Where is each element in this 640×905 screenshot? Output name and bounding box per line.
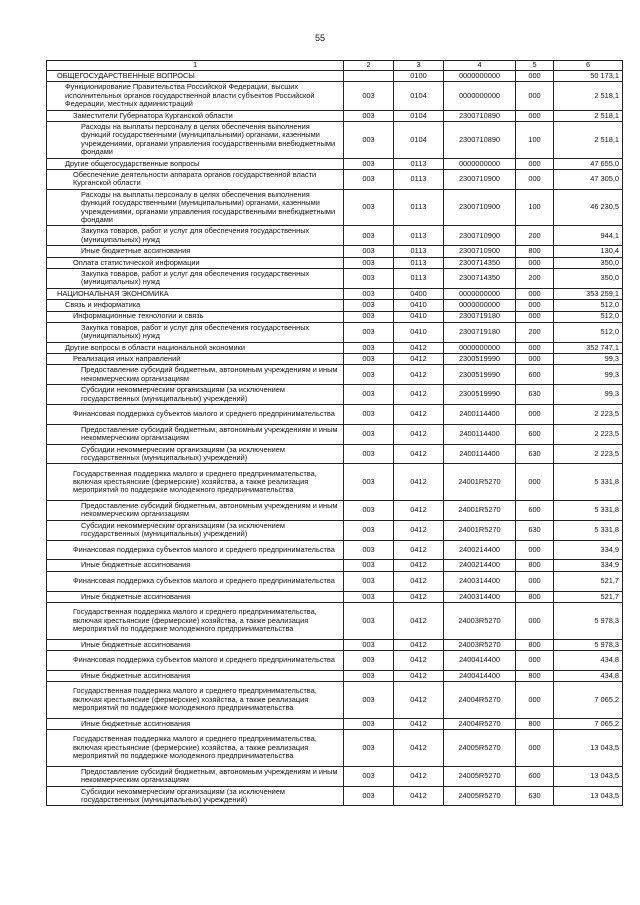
row-target-cell: 24005R5270 xyxy=(444,786,516,806)
column-header: 5 xyxy=(516,61,554,71)
row-name-cell: Государственная поддержка малого и среднего предпринимательства, включая крестьянские (фермерские) хозяйства, а также реализация мероприятий по поддержке молодежного предпринимательства xyxy=(47,682,344,719)
row-target-cell: 2400114400 xyxy=(444,424,516,444)
row-amount-cell: 512,0 xyxy=(554,311,623,322)
row-type-cell: 800 xyxy=(516,639,554,650)
row-code-cell: 003 xyxy=(344,766,394,786)
row-section-cell: 0410 xyxy=(394,311,444,322)
table-row xyxy=(47,501,623,521)
row-amount-cell: 7 065,2 xyxy=(554,682,623,719)
row-name-cell: Финансовая поддержка субъектов малого и среднего предпринимательства xyxy=(47,651,344,671)
table-row xyxy=(47,520,623,540)
budget-table xyxy=(46,60,623,806)
table-row xyxy=(47,110,623,121)
row-name-cell: Предоставление субсидий бюджетным, автономным учреждениям и иным некоммерческим организациям xyxy=(47,501,344,521)
row-name-cell: Предоставление субсидий бюджетным, автономным учреждениям и иным некоммерческим организациям xyxy=(47,424,344,444)
row-name-cell: Связь и информатика xyxy=(47,300,344,311)
row-target-cell: 2300710900 xyxy=(444,189,516,226)
row-section-cell: 0412 xyxy=(394,342,444,353)
row-amount-cell: 434,8 xyxy=(554,651,623,671)
row-section-cell: 0412 xyxy=(394,603,444,640)
row-type-cell: 000 xyxy=(516,405,554,425)
row-amount-cell: 350,0 xyxy=(554,268,623,288)
row-amount-cell: 99,3 xyxy=(554,354,623,365)
row-amount-cell: 2 223,5 xyxy=(554,444,623,464)
row-code-cell: 003 xyxy=(344,501,394,521)
table-row xyxy=(47,365,623,385)
row-name-cell: Иные бюджетные ассигнования xyxy=(47,591,344,602)
row-target-cell: 0000000000 xyxy=(444,300,516,311)
row-target-cell: 2400114400 xyxy=(444,444,516,464)
row-code-cell: 003 xyxy=(344,444,394,464)
row-amount-cell: 5 331,8 xyxy=(554,464,623,501)
row-section-cell: 0412 xyxy=(394,560,444,571)
row-target-cell: 0000000000 xyxy=(444,82,516,110)
row-target-cell: 2400314400 xyxy=(444,591,516,602)
table-row xyxy=(47,464,623,501)
row-code-cell: 003 xyxy=(344,639,394,650)
row-target-cell: 2300719180 xyxy=(444,311,516,322)
row-section-cell: 0412 xyxy=(394,464,444,501)
table-row xyxy=(47,560,623,571)
column-header: 4 xyxy=(444,61,516,71)
row-amount-cell: 2 223,5 xyxy=(554,424,623,444)
row-code-cell: 003 xyxy=(344,268,394,288)
row-target-cell: 2300519990 xyxy=(444,385,516,405)
column-header: 2 xyxy=(344,61,394,71)
row-type-cell: 000 xyxy=(516,571,554,591)
row-name-cell: Иные бюджетные ассигнования xyxy=(47,560,344,571)
table-row xyxy=(47,444,623,464)
row-section-cell: 0412 xyxy=(394,405,444,425)
row-name-cell: Предоставление субсидий бюджетным, автономным учреждениям и иным некоммерческим организациям xyxy=(47,365,344,385)
row-section-cell: 0412 xyxy=(394,571,444,591)
row-section-cell: 0104 xyxy=(394,82,444,110)
row-target-cell: 2400414400 xyxy=(444,651,516,671)
table-row xyxy=(47,385,623,405)
row-type-cell: 000 xyxy=(516,682,554,719)
row-code-cell: 003 xyxy=(344,718,394,729)
row-name-cell: Иные бюджетные ассигнования xyxy=(47,639,344,650)
row-amount-cell: 13 043,5 xyxy=(554,766,623,786)
row-name-cell: Информационные технологии и связь xyxy=(47,311,344,322)
row-target-cell: 0000000000 xyxy=(444,342,516,353)
table-row xyxy=(47,766,623,786)
row-section-cell: 0412 xyxy=(394,786,444,806)
row-code-cell: 003 xyxy=(344,385,394,405)
table-row xyxy=(47,591,623,602)
row-name-cell: Государственная поддержка малого и среднего предпринимательства, включая крестьянские (фермерские) хозяйства, а также реализация мероприятий по поддержке молодежного предпринимательства xyxy=(47,464,344,501)
row-section-cell: 0412 xyxy=(394,354,444,365)
row-section-cell: 0412 xyxy=(394,385,444,405)
row-type-cell: 000 xyxy=(516,300,554,311)
row-type-cell: 000 xyxy=(516,342,554,353)
row-name-cell: Заместители Губернатора Курганской области xyxy=(47,110,344,121)
row-amount-cell: 46 230,5 xyxy=(554,189,623,226)
row-name-cell: Финансовая поддержка субъектов малого и среднего предпринимательства xyxy=(47,571,344,591)
row-code-cell: 003 xyxy=(344,405,394,425)
table-row xyxy=(47,354,623,365)
row-name-cell: Субсидии некоммерческим организациям (за исключением государственных (муниципальных) учреждений) xyxy=(47,444,344,464)
row-type-cell: 630 xyxy=(516,444,554,464)
row-code-cell: 003 xyxy=(344,651,394,671)
row-type-cell: 200 xyxy=(516,268,554,288)
row-section-cell: 0113 xyxy=(394,158,444,169)
row-amount-cell: 2 518,1 xyxy=(554,110,623,121)
row-type-cell: 000 xyxy=(516,540,554,560)
row-target-cell: 2400414400 xyxy=(444,670,516,681)
table-row xyxy=(47,670,623,681)
table-row xyxy=(47,189,623,226)
row-code-cell: 003 xyxy=(344,257,394,268)
row-code-cell: 003 xyxy=(344,591,394,602)
row-type-cell: 200 xyxy=(516,322,554,342)
row-code-cell: 003 xyxy=(344,322,394,342)
row-amount-cell: 2 223,5 xyxy=(554,405,623,425)
row-section-cell: 0412 xyxy=(394,501,444,521)
row-target-cell: 2300714350 xyxy=(444,268,516,288)
row-code-cell: 003 xyxy=(344,786,394,806)
row-target-cell: 2300714350 xyxy=(444,257,516,268)
column-header: 6 xyxy=(554,61,623,71)
row-section-cell: 0412 xyxy=(394,540,444,560)
table-row xyxy=(47,257,623,268)
row-name-cell: Государственная поддержка малого и среднего предпринимательства, включая крестьянские (фермерские) хозяйства, а также реализация мероприятий по поддержке молодежного предпринимательства xyxy=(47,603,344,640)
row-target-cell: 2300710890 xyxy=(444,121,516,158)
row-code-cell: 003 xyxy=(344,540,394,560)
row-type-cell: 600 xyxy=(516,424,554,444)
row-name-cell: Расходы на выплаты персоналу в целях обеспечения выполнения функций государственными (муниципальными) органами, казенными учреждениями, органами управления государственными внебюджетными фондами xyxy=(47,189,344,226)
row-type-cell: 000 xyxy=(516,464,554,501)
row-target-cell: 24005R5270 xyxy=(444,730,516,767)
row-type-cell: 200 xyxy=(516,226,554,246)
table-row xyxy=(47,718,623,729)
row-section-cell: 0412 xyxy=(394,670,444,681)
table-row xyxy=(47,226,623,246)
table-row xyxy=(47,405,623,425)
row-amount-cell: 99,3 xyxy=(554,385,623,405)
row-name-cell: ОБЩЕГОСУДАРСТВЕННЫЕ ВОПРОСЫ xyxy=(47,71,344,82)
row-code-cell: 003 xyxy=(344,158,394,169)
row-amount-cell: 5 978,3 xyxy=(554,603,623,640)
row-type-cell: 600 xyxy=(516,365,554,385)
row-section-cell: 0412 xyxy=(394,766,444,786)
row-name-cell: Расходы на выплаты персоналу в целях обеспечения выполнения функций государственными (муниципальными) органами, казенными учреждениями, органами управления государственными внебюджетными фондами xyxy=(47,121,344,158)
row-target-cell: 2300710900 xyxy=(444,246,516,257)
table-row xyxy=(47,540,623,560)
row-type-cell: 600 xyxy=(516,766,554,786)
row-amount-cell: 47 655,0 xyxy=(554,158,623,169)
row-code-cell: 003 xyxy=(344,121,394,158)
table-row xyxy=(47,71,623,82)
table-body xyxy=(47,71,623,806)
row-section-cell: 0113 xyxy=(394,169,444,189)
row-amount-cell: 50 173,1 xyxy=(554,71,623,82)
row-name-cell: Закупка товаров, работ и услуг для обеспечения государственных (муниципальных) нужд xyxy=(47,322,344,342)
row-code-cell: 003 xyxy=(344,354,394,365)
row-name-cell: Функционирование Правительства Российской Федерации, высших исполнительных органов государственной власти субъектов Российской Федерации, местных администраций xyxy=(47,82,344,110)
row-type-cell: 000 xyxy=(516,651,554,671)
row-amount-cell: 944,1 xyxy=(554,226,623,246)
row-code-cell: 003 xyxy=(344,682,394,719)
row-amount-cell: 47 305,0 xyxy=(554,169,623,189)
table-header-row xyxy=(47,61,623,71)
row-code-cell: 003 xyxy=(344,730,394,767)
row-section-cell: 0412 xyxy=(394,639,444,650)
row-amount-cell: 7 065,2 xyxy=(554,718,623,729)
row-type-cell: 800 xyxy=(516,591,554,602)
row-section-cell: 0104 xyxy=(394,110,444,121)
row-target-cell: 24003R5270 xyxy=(444,603,516,640)
row-type-cell: 800 xyxy=(516,246,554,257)
row-amount-cell: 352 747,1 xyxy=(554,342,623,353)
row-target-cell: 2300710900 xyxy=(444,169,516,189)
row-target-cell: 0000000000 xyxy=(444,158,516,169)
row-type-cell: 800 xyxy=(516,560,554,571)
table-row xyxy=(47,158,623,169)
row-target-cell: 2400314400 xyxy=(444,571,516,591)
row-name-cell: Финансовая поддержка субъектов малого и среднего предпринимательства xyxy=(47,405,344,425)
row-target-cell: 24001R5270 xyxy=(444,501,516,521)
row-code-cell xyxy=(344,71,394,82)
row-type-cell: 000 xyxy=(516,158,554,169)
row-code-cell: 003 xyxy=(344,603,394,640)
table-row xyxy=(47,121,623,158)
table-row xyxy=(47,300,623,311)
row-name-cell: Иные бюджетные ассигнования xyxy=(47,718,344,729)
row-amount-cell: 5 331,8 xyxy=(554,501,623,521)
table-row xyxy=(47,651,623,671)
row-amount-cell: 2 518,1 xyxy=(554,82,623,110)
column-header: 1 xyxy=(47,61,344,71)
row-code-cell: 003 xyxy=(344,189,394,226)
row-amount-cell: 334,9 xyxy=(554,540,623,560)
table-row xyxy=(47,730,623,767)
row-name-cell: Обеспечение деятельности аппарата органов государственной власти Курганской области xyxy=(47,169,344,189)
row-type-cell: 000 xyxy=(516,257,554,268)
row-section-cell: 0412 xyxy=(394,591,444,602)
row-code-cell: 003 xyxy=(344,169,394,189)
row-code-cell: 003 xyxy=(344,571,394,591)
row-section-cell: 0104 xyxy=(394,121,444,158)
row-section-cell: 0412 xyxy=(394,682,444,719)
row-type-cell: 800 xyxy=(516,718,554,729)
row-amount-cell: 334,9 xyxy=(554,560,623,571)
row-name-cell: Оплата статистической информации xyxy=(47,257,344,268)
row-name-cell: Закупка товаров, работ и услуг для обеспечения государственных (муниципальных) нужд xyxy=(47,268,344,288)
row-name-cell: Закупка товаров, работ и услуг для обеспечения государственных (муниципальных) нужд xyxy=(47,226,344,246)
row-name-cell: Субсидии некоммерческим организациям (за исключением государственных (муниципальных) учреждений) xyxy=(47,385,344,405)
row-type-cell: 000 xyxy=(516,110,554,121)
row-type-cell: 000 xyxy=(516,311,554,322)
row-section-cell: 0113 xyxy=(394,189,444,226)
row-type-cell: 600 xyxy=(516,501,554,521)
table-row xyxy=(47,82,623,110)
row-target-cell: 24001R5270 xyxy=(444,520,516,540)
row-code-cell: 003 xyxy=(344,365,394,385)
row-section-cell: 0410 xyxy=(394,300,444,311)
table-row xyxy=(47,786,623,806)
table-row xyxy=(47,571,623,591)
row-name-cell: Иные бюджетные ассигнования xyxy=(47,246,344,257)
row-target-cell: 24003R5270 xyxy=(444,639,516,650)
row-section-cell: 0113 xyxy=(394,226,444,246)
row-section-cell: 0100 xyxy=(394,71,444,82)
row-section-cell: 0113 xyxy=(394,246,444,257)
row-name-cell: Государственная поддержка малого и среднего предпринимательства, включая крестьянские (фермерские) хозяйства, а также реализация мероприятий по поддержке молодежного предпринимательства xyxy=(47,730,344,767)
row-amount-cell: 99,3 xyxy=(554,365,623,385)
row-section-cell: 0410 xyxy=(394,322,444,342)
row-section-cell: 0412 xyxy=(394,424,444,444)
row-name-cell: Другие общегосударственные вопросы xyxy=(47,158,344,169)
row-section-cell: 0412 xyxy=(394,444,444,464)
row-name-cell: Финансовая поддержка субъектов малого и среднего предпринимательства xyxy=(47,540,344,560)
row-target-cell: 0000000000 xyxy=(444,71,516,82)
row-name-cell: Другие вопросы в области национальной экономики xyxy=(47,342,344,353)
row-type-cell: 100 xyxy=(516,121,554,158)
row-name-cell: Субсидии некоммерческим организациям (за исключением государственных (муниципальных) учреждений) xyxy=(47,520,344,540)
row-target-cell: 0000000000 xyxy=(444,288,516,299)
row-amount-cell: 13 043,5 xyxy=(554,730,623,767)
row-target-cell: 2300710890 xyxy=(444,110,516,121)
row-amount-cell: 512,0 xyxy=(554,322,623,342)
table-row xyxy=(47,682,623,719)
row-amount-cell: 5 331,8 xyxy=(554,520,623,540)
row-type-cell: 000 xyxy=(516,169,554,189)
row-name-cell: Иные бюджетные ассигнования xyxy=(47,670,344,681)
row-target-cell: 2300519990 xyxy=(444,354,516,365)
table-row xyxy=(47,246,623,257)
row-type-cell: 630 xyxy=(516,786,554,806)
row-amount-cell: 521,7 xyxy=(554,591,623,602)
row-target-cell: 2300710900 xyxy=(444,226,516,246)
row-section-cell: 0412 xyxy=(394,730,444,767)
row-code-cell: 003 xyxy=(344,300,394,311)
row-name-cell: Субсидии некоммерческим организациям (за исключением государственных (муниципальных) учреждений) xyxy=(47,786,344,806)
row-code-cell: 003 xyxy=(344,311,394,322)
row-type-cell: 630 xyxy=(516,520,554,540)
column-header: 3 xyxy=(394,61,444,71)
table-row xyxy=(47,424,623,444)
row-code-cell: 003 xyxy=(344,520,394,540)
row-target-cell: 24005R5270 xyxy=(444,766,516,786)
row-section-cell: 0400 xyxy=(394,288,444,299)
row-target-cell: 2300519990 xyxy=(444,365,516,385)
row-section-cell: 0113 xyxy=(394,257,444,268)
row-code-cell: 003 xyxy=(344,342,394,353)
row-amount-cell: 130,4 xyxy=(554,246,623,257)
row-name-cell: Реализация иных направлений xyxy=(47,354,344,365)
row-amount-cell: 512,0 xyxy=(554,300,623,311)
row-target-cell: 2400214400 xyxy=(444,560,516,571)
row-target-cell: 24004R5270 xyxy=(444,682,516,719)
row-type-cell: 000 xyxy=(516,82,554,110)
row-type-cell: 100 xyxy=(516,189,554,226)
row-code-cell: 003 xyxy=(344,424,394,444)
row-code-cell: 003 xyxy=(344,560,394,571)
table-row xyxy=(47,603,623,640)
table-row xyxy=(47,169,623,189)
row-code-cell: 003 xyxy=(344,464,394,501)
row-amount-cell: 13 043,5 xyxy=(554,786,623,806)
row-code-cell: 003 xyxy=(344,226,394,246)
row-section-cell: 0412 xyxy=(394,520,444,540)
table-row xyxy=(47,322,623,342)
row-amount-cell: 353 259,1 xyxy=(554,288,623,299)
row-target-cell: 2300719180 xyxy=(444,322,516,342)
row-type-cell: 000 xyxy=(516,71,554,82)
row-type-cell: 000 xyxy=(516,730,554,767)
row-section-cell: 0412 xyxy=(394,718,444,729)
table-row xyxy=(47,268,623,288)
page-number: 55 xyxy=(314,33,325,43)
row-name-cell: НАЦИОНАЛЬНАЯ ЭКОНОМИКА xyxy=(47,288,344,299)
row-section-cell: 0412 xyxy=(394,365,444,385)
row-type-cell: 000 xyxy=(516,288,554,299)
table-row xyxy=(47,342,623,353)
row-section-cell: 0113 xyxy=(394,268,444,288)
table-row xyxy=(47,639,623,650)
row-code-cell: 003 xyxy=(344,110,394,121)
row-type-cell: 630 xyxy=(516,385,554,405)
row-amount-cell: 521,7 xyxy=(554,571,623,591)
row-type-cell: 000 xyxy=(516,354,554,365)
row-target-cell: 2400214400 xyxy=(444,540,516,560)
row-section-cell: 0412 xyxy=(394,651,444,671)
row-code-cell: 003 xyxy=(344,670,394,681)
row-type-cell: 000 xyxy=(516,603,554,640)
row-amount-cell: 5 978,3 xyxy=(554,639,623,650)
row-code-cell: 003 xyxy=(344,246,394,257)
row-amount-cell: 2 518,1 xyxy=(554,121,623,158)
row-target-cell: 2400114400 xyxy=(444,405,516,425)
row-code-cell: 003 xyxy=(344,82,394,110)
row-target-cell: 24001R5270 xyxy=(444,464,516,501)
row-name-cell: Предоставление субсидий бюджетным, автономным учреждениям и иным некоммерческим организациям xyxy=(47,766,344,786)
row-target-cell: 24004R5270 xyxy=(444,718,516,729)
row-amount-cell: 434,8 xyxy=(554,670,623,681)
row-amount-cell: 350,0 xyxy=(554,257,623,268)
row-code-cell: 003 xyxy=(344,288,394,299)
row-type-cell: 800 xyxy=(516,670,554,681)
table-row xyxy=(47,288,623,299)
table-row xyxy=(47,311,623,322)
